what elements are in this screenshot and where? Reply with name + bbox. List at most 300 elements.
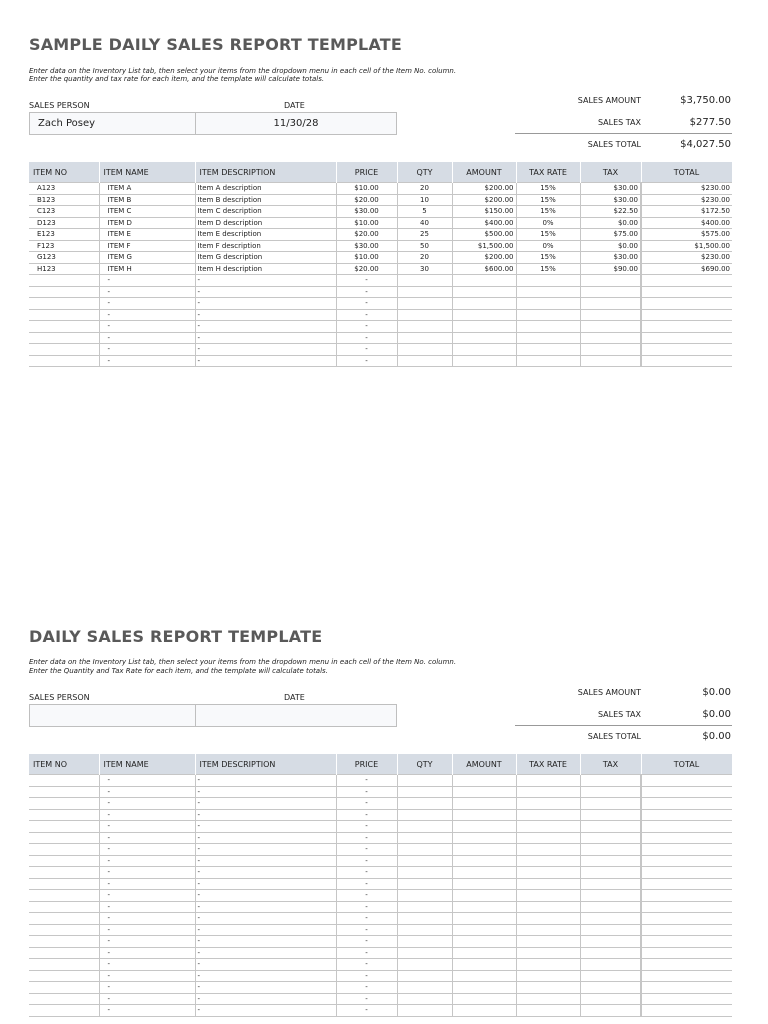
cell-total[interactable]	[641, 844, 732, 856]
cell-amount[interactable]: $400.00	[452, 217, 516, 229]
cell-tax-rate[interactable]: 15%	[516, 263, 580, 275]
cell-amount[interactable]	[452, 286, 516, 298]
cell-item-name[interactable]: -	[99, 867, 195, 879]
cell-item-description[interactable]: -	[195, 355, 336, 367]
cell-amount[interactable]	[452, 798, 516, 810]
cell-price[interactable]: -	[336, 321, 397, 333]
cell-tax[interactable]	[580, 947, 641, 959]
cell-qty[interactable]: 40	[397, 217, 452, 229]
cell-amount[interactable]	[452, 959, 516, 971]
cell-qty[interactable]	[397, 1005, 452, 1017]
cell-item-no[interactable]	[29, 878, 99, 890]
cell-qty[interactable]	[397, 878, 452, 890]
cell-amount[interactable]	[452, 321, 516, 333]
cell-amount[interactable]: $200.00	[452, 183, 516, 195]
cell-total[interactable]	[641, 901, 732, 913]
cell-item-no[interactable]	[29, 275, 99, 287]
cell-item-no[interactable]	[29, 344, 99, 356]
cell-tax[interactable]	[580, 913, 641, 925]
cell-item-name[interactable]: -	[99, 970, 195, 982]
cell-item-name[interactable]: -	[99, 286, 195, 298]
cell-tax[interactable]	[580, 890, 641, 902]
cell-amount[interactable]	[452, 878, 516, 890]
cell-qty[interactable]	[397, 982, 452, 994]
cell-tax[interactable]	[580, 355, 641, 367]
cell-price[interactable]: -	[336, 867, 397, 879]
cell-total[interactable]	[641, 275, 732, 287]
cell-qty[interactable]	[397, 786, 452, 798]
cell-amount[interactable]	[452, 821, 516, 833]
cell-amount[interactable]	[452, 936, 516, 948]
cell-qty[interactable]	[397, 775, 452, 787]
cell-item-name[interactable]: ITEM F	[99, 240, 195, 252]
cell-tax-rate[interactable]	[516, 309, 580, 321]
cell-amount[interactable]	[452, 275, 516, 287]
cell-qty[interactable]	[397, 298, 452, 310]
cell-amount[interactable]: $150.00	[452, 206, 516, 218]
cell-item-description[interactable]: -	[195, 890, 336, 902]
cell-item-name[interactable]: -	[99, 775, 195, 787]
cell-qty[interactable]	[397, 809, 452, 821]
cell-price[interactable]: -	[336, 924, 397, 936]
cell-item-description[interactable]: -	[195, 867, 336, 879]
cell-price[interactable]: -	[336, 775, 397, 787]
cell-item-name[interactable]: ITEM A	[99, 183, 195, 195]
cell-price[interactable]: $10.00	[336, 217, 397, 229]
cell-item-name[interactable]: ITEM E	[99, 229, 195, 241]
cell-item-name[interactable]: -	[99, 1005, 195, 1017]
cell-tax-rate[interactable]	[516, 901, 580, 913]
cell-tax[interactable]	[580, 936, 641, 948]
cell-qty[interactable]: 25	[397, 229, 452, 241]
cell-tax[interactable]	[580, 821, 641, 833]
cell-item-no[interactable]	[29, 970, 99, 982]
cell-amount[interactable]	[452, 832, 516, 844]
cell-item-description[interactable]: -	[195, 947, 336, 959]
cell-tax[interactable]	[580, 344, 641, 356]
cell-item-description[interactable]: -	[195, 332, 336, 344]
date-field[interactable]: 11/30/28	[273, 118, 319, 129]
cell-item-description[interactable]: -	[195, 936, 336, 948]
cell-qty[interactable]	[397, 867, 452, 879]
cell-item-name[interactable]: ITEM C	[99, 206, 195, 218]
cell-price[interactable]: -	[336, 913, 397, 925]
cell-item-name[interactable]: -	[99, 821, 195, 833]
cell-tax-rate[interactable]	[516, 832, 580, 844]
cell-tax[interactable]	[580, 901, 641, 913]
cell-tax-rate[interactable]: 15%	[516, 252, 580, 264]
cell-qty[interactable]: 30	[397, 263, 452, 275]
cell-tax[interactable]	[580, 832, 641, 844]
cell-qty[interactable]	[397, 959, 452, 971]
cell-total[interactable]	[641, 321, 732, 333]
cell-total[interactable]	[641, 936, 732, 948]
cell-item-no[interactable]	[29, 844, 99, 856]
cell-item-name[interactable]: -	[99, 786, 195, 798]
cell-item-no[interactable]	[29, 993, 99, 1005]
cell-qty[interactable]	[397, 309, 452, 321]
cell-total[interactable]	[641, 809, 732, 821]
cell-item-name[interactable]: -	[99, 913, 195, 925]
cell-total[interactable]: $1,500.00	[641, 240, 732, 252]
cell-amount[interactable]	[452, 890, 516, 902]
cell-price[interactable]: $30.00	[336, 206, 397, 218]
cell-price[interactable]: -	[336, 821, 397, 833]
cell-tax[interactable]	[580, 309, 641, 321]
cell-item-description[interactable]: -	[195, 924, 336, 936]
cell-total[interactable]	[641, 924, 732, 936]
cell-qty[interactable]: 20	[397, 183, 452, 195]
cell-item-description[interactable]: -	[195, 844, 336, 856]
cell-tax-rate[interactable]	[516, 275, 580, 287]
cell-total[interactable]	[641, 1005, 732, 1017]
cell-item-name[interactable]: -	[99, 844, 195, 856]
cell-tax[interactable]	[580, 298, 641, 310]
cell-amount[interactable]: $1,500.00	[452, 240, 516, 252]
cell-item-no[interactable]	[29, 309, 99, 321]
cell-item-description[interactable]: -	[195, 775, 336, 787]
cell-tax-rate[interactable]	[516, 355, 580, 367]
cell-total[interactable]: $230.00	[641, 252, 732, 264]
cell-item-description[interactable]: -	[195, 298, 336, 310]
cell-tax[interactable]	[580, 970, 641, 982]
cell-price[interactable]: -	[336, 970, 397, 982]
cell-tax-rate[interactable]	[516, 878, 580, 890]
cell-tax-rate[interactable]	[516, 344, 580, 356]
cell-item-name[interactable]: -	[99, 982, 195, 994]
cell-item-description[interactable]: -	[195, 970, 336, 982]
cell-tax-rate[interactable]	[516, 1005, 580, 1017]
cell-qty[interactable]: 50	[397, 240, 452, 252]
cell-item-name[interactable]: ITEM H	[99, 263, 195, 275]
cell-total[interactable]	[641, 970, 732, 982]
cell-amount[interactable]	[452, 993, 516, 1005]
cell-item-description[interactable]: -	[195, 982, 336, 994]
cell-item-description[interactable]: -	[195, 878, 336, 890]
cell-price[interactable]: -	[336, 786, 397, 798]
cell-tax-rate[interactable]: 15%	[516, 206, 580, 218]
cell-qty[interactable]	[397, 901, 452, 913]
cell-item-description[interactable]: -	[195, 275, 336, 287]
cell-qty[interactable]	[397, 355, 452, 367]
cell-qty[interactable]	[397, 821, 452, 833]
cell-tax-rate[interactable]	[516, 321, 580, 333]
cell-item-name[interactable]: -	[99, 936, 195, 948]
cell-item-no[interactable]: E123	[29, 229, 99, 241]
cell-item-name[interactable]: -	[99, 855, 195, 867]
date-field[interactable]	[196, 705, 396, 726]
cell-price[interactable]: $20.00	[336, 194, 397, 206]
cell-price[interactable]: -	[336, 993, 397, 1005]
cell-price[interactable]: -	[336, 286, 397, 298]
cell-amount[interactable]	[452, 901, 516, 913]
sales-person-field[interactable]: Zach Posey	[30, 113, 196, 134]
cell-qty[interactable]	[397, 924, 452, 936]
cell-tax[interactable]: $22.50	[580, 206, 641, 218]
cell-item-description[interactable]: Item G description	[195, 252, 336, 264]
cell-item-name[interactable]: ITEM D	[99, 217, 195, 229]
cell-amount[interactable]	[452, 1005, 516, 1017]
cell-amount[interactable]	[452, 855, 516, 867]
cell-item-name[interactable]: -	[99, 275, 195, 287]
cell-tax-rate[interactable]	[516, 786, 580, 798]
cell-item-no[interactable]: G123	[29, 252, 99, 264]
cell-item-description[interactable]: -	[195, 786, 336, 798]
cell-item-no[interactable]	[29, 890, 99, 902]
cell-tax-rate[interactable]	[516, 936, 580, 948]
cell-tax[interactable]: $90.00	[580, 263, 641, 275]
cell-tax[interactable]	[580, 924, 641, 936]
cell-tax[interactable]	[580, 878, 641, 890]
cell-total[interactable]: $690.00	[641, 263, 732, 275]
cell-item-name[interactable]: -	[99, 947, 195, 959]
cell-item-name[interactable]: -	[99, 993, 195, 1005]
cell-item-no[interactable]	[29, 821, 99, 833]
cell-item-no[interactable]	[29, 924, 99, 936]
cell-amount[interactable]	[452, 913, 516, 925]
cell-item-no[interactable]: C123	[29, 206, 99, 218]
cell-tax-rate[interactable]	[516, 982, 580, 994]
cell-item-description[interactable]: -	[195, 821, 336, 833]
cell-tax-rate[interactable]: 15%	[516, 183, 580, 195]
cell-item-no[interactable]	[29, 775, 99, 787]
cell-item-no[interactable]	[29, 936, 99, 948]
cell-item-no[interactable]	[29, 809, 99, 821]
cell-tax-rate[interactable]	[516, 993, 580, 1005]
cell-item-no[interactable]: D123	[29, 217, 99, 229]
cell-item-no[interactable]	[29, 1005, 99, 1017]
cell-qty[interactable]	[397, 936, 452, 948]
cell-tax[interactable]	[580, 321, 641, 333]
cell-total[interactable]	[641, 821, 732, 833]
cell-qty[interactable]	[397, 993, 452, 1005]
cell-price[interactable]: -	[336, 855, 397, 867]
cell-item-no[interactable]: H123	[29, 263, 99, 275]
cell-item-name[interactable]: -	[99, 890, 195, 902]
cell-price[interactable]: -	[336, 809, 397, 821]
cell-item-no[interactable]	[29, 913, 99, 925]
cell-item-description[interactable]: -	[195, 959, 336, 971]
cell-amount[interactable]	[452, 982, 516, 994]
cell-price[interactable]: -	[336, 298, 397, 310]
cell-total[interactable]	[641, 878, 732, 890]
cell-price[interactable]: -	[336, 355, 397, 367]
cell-item-description[interactable]: -	[195, 321, 336, 333]
cell-price[interactable]: -	[336, 947, 397, 959]
cell-qty[interactable]	[397, 947, 452, 959]
cell-tax-rate[interactable]	[516, 924, 580, 936]
cell-qty[interactable]	[397, 798, 452, 810]
cell-tax[interactable]	[580, 286, 641, 298]
cell-amount[interactable]	[452, 970, 516, 982]
cell-tax-rate[interactable]	[516, 286, 580, 298]
cell-amount[interactable]	[452, 355, 516, 367]
cell-total[interactable]	[641, 344, 732, 356]
cell-price[interactable]: -	[336, 332, 397, 344]
cell-qty[interactable]	[397, 970, 452, 982]
cell-qty[interactable]	[397, 855, 452, 867]
cell-item-name[interactable]: -	[99, 832, 195, 844]
cell-item-name[interactable]: -	[99, 959, 195, 971]
cell-item-no[interactable]	[29, 298, 99, 310]
cell-item-name[interactable]: -	[99, 924, 195, 936]
cell-amount[interactable]: $200.00	[452, 252, 516, 264]
cell-tax-rate[interactable]: 0%	[516, 240, 580, 252]
cell-tax[interactable]: $30.00	[580, 252, 641, 264]
cell-price[interactable]: -	[336, 309, 397, 321]
cell-total[interactable]: $230.00	[641, 194, 732, 206]
cell-item-no[interactable]	[29, 982, 99, 994]
cell-item-no[interactable]	[29, 901, 99, 913]
cell-total[interactable]: $230.00	[641, 183, 732, 195]
cell-qty[interactable]	[397, 844, 452, 856]
cell-item-description[interactable]: Item C description	[195, 206, 336, 218]
cell-tax[interactable]: $30.00	[580, 194, 641, 206]
cell-qty[interactable]	[397, 890, 452, 902]
cell-item-description[interactable]: -	[195, 993, 336, 1005]
cell-tax-rate[interactable]	[516, 947, 580, 959]
cell-total[interactable]	[641, 993, 732, 1005]
cell-tax-rate[interactable]	[516, 298, 580, 310]
cell-total[interactable]	[641, 798, 732, 810]
cell-tax-rate[interactable]: 15%	[516, 229, 580, 241]
cell-total[interactable]	[641, 959, 732, 971]
cell-tax[interactable]	[580, 993, 641, 1005]
cell-total[interactable]: $575.00	[641, 229, 732, 241]
cell-total[interactable]	[641, 982, 732, 994]
cell-amount[interactable]	[452, 309, 516, 321]
cell-qty[interactable]: 10	[397, 194, 452, 206]
cell-item-no[interactable]	[29, 332, 99, 344]
cell-item-description[interactable]: -	[195, 798, 336, 810]
cell-tax-rate[interactable]: 0%	[516, 217, 580, 229]
cell-tax-rate[interactable]	[516, 809, 580, 821]
cell-price[interactable]: -	[336, 344, 397, 356]
cell-qty[interactable]	[397, 344, 452, 356]
cell-price[interactable]: $30.00	[336, 240, 397, 252]
cell-item-no[interactable]	[29, 286, 99, 298]
cell-qty[interactable]: 5	[397, 206, 452, 218]
cell-item-no[interactable]	[29, 798, 99, 810]
cell-tax[interactable]	[580, 798, 641, 810]
cell-item-description[interactable]: -	[195, 855, 336, 867]
cell-qty[interactable]	[397, 913, 452, 925]
cell-tax-rate[interactable]	[516, 855, 580, 867]
cell-tax-rate[interactable]	[516, 890, 580, 902]
cell-item-no[interactable]	[29, 321, 99, 333]
cell-price[interactable]: $20.00	[336, 229, 397, 241]
cell-tax[interactable]	[580, 867, 641, 879]
cell-item-description[interactable]: -	[195, 344, 336, 356]
cell-item-name[interactable]: -	[99, 901, 195, 913]
cell-tax-rate[interactable]: 15%	[516, 194, 580, 206]
cell-item-description[interactable]: Item H description	[195, 263, 336, 275]
cell-qty[interactable]	[397, 832, 452, 844]
cell-tax[interactable]	[580, 959, 641, 971]
cell-item-description[interactable]: Item F description	[195, 240, 336, 252]
cell-total[interactable]: $172.50	[641, 206, 732, 218]
cell-item-description[interactable]: -	[195, 913, 336, 925]
cell-item-description[interactable]: -	[195, 901, 336, 913]
cell-item-description[interactable]: -	[195, 1005, 336, 1017]
cell-total[interactable]	[641, 786, 732, 798]
cell-tax[interactable]	[580, 809, 641, 821]
cell-tax[interactable]	[580, 786, 641, 798]
sales-person-field[interactable]	[30, 705, 196, 726]
cell-tax-rate[interactable]	[516, 959, 580, 971]
cell-price[interactable]: -	[336, 844, 397, 856]
cell-item-no[interactable]	[29, 786, 99, 798]
cell-amount[interactable]	[452, 786, 516, 798]
cell-item-description[interactable]: Item E description	[195, 229, 336, 241]
cell-tax-rate[interactable]	[516, 821, 580, 833]
cell-price[interactable]: $20.00	[336, 263, 397, 275]
cell-qty[interactable]: 20	[397, 252, 452, 264]
cell-total[interactable]	[641, 309, 732, 321]
cell-total[interactable]	[641, 775, 732, 787]
cell-item-no[interactable]: F123	[29, 240, 99, 252]
cell-item-no[interactable]	[29, 832, 99, 844]
cell-tax[interactable]: $30.00	[580, 183, 641, 195]
cell-qty[interactable]	[397, 321, 452, 333]
cell-tax[interactable]	[580, 844, 641, 856]
cell-item-no[interactable]	[29, 855, 99, 867]
cell-item-name[interactable]: -	[99, 355, 195, 367]
cell-price[interactable]: -	[336, 832, 397, 844]
cell-qty[interactable]	[397, 275, 452, 287]
cell-item-name[interactable]: -	[99, 298, 195, 310]
cell-item-description[interactable]: Item B description	[195, 194, 336, 206]
cell-tax-rate[interactable]	[516, 913, 580, 925]
cell-item-name[interactable]: ITEM B	[99, 194, 195, 206]
cell-item-name[interactable]: -	[99, 344, 195, 356]
cell-item-name[interactable]: -	[99, 309, 195, 321]
cell-item-description[interactable]: Item D description	[195, 217, 336, 229]
cell-tax[interactable]: $0.00	[580, 240, 641, 252]
cell-tax[interactable]	[580, 275, 641, 287]
cell-total[interactable]	[641, 332, 732, 344]
cell-item-description[interactable]: -	[195, 809, 336, 821]
cell-amount[interactable]	[452, 775, 516, 787]
cell-tax[interactable]	[580, 1005, 641, 1017]
cell-total[interactable]	[641, 855, 732, 867]
cell-total[interactable]	[641, 286, 732, 298]
cell-amount[interactable]	[452, 298, 516, 310]
cell-price[interactable]: -	[336, 878, 397, 890]
cell-tax-rate[interactable]	[516, 844, 580, 856]
cell-item-name[interactable]: -	[99, 809, 195, 821]
cell-qty[interactable]	[397, 286, 452, 298]
cell-total[interactable]: $400.00	[641, 217, 732, 229]
cell-price[interactable]: $10.00	[336, 183, 397, 195]
cell-price[interactable]: -	[336, 890, 397, 902]
cell-price[interactable]: -	[336, 275, 397, 287]
cell-amount[interactable]	[452, 344, 516, 356]
cell-item-name[interactable]: -	[99, 878, 195, 890]
cell-amount[interactable]	[452, 332, 516, 344]
cell-amount[interactable]	[452, 844, 516, 856]
cell-total[interactable]	[641, 913, 732, 925]
cell-tax[interactable]: $75.00	[580, 229, 641, 241]
cell-tax[interactable]	[580, 982, 641, 994]
cell-amount[interactable]	[452, 924, 516, 936]
cell-item-description[interactable]: -	[195, 309, 336, 321]
cell-item-name[interactable]: ITEM G	[99, 252, 195, 264]
cell-tax[interactable]: $0.00	[580, 217, 641, 229]
cell-item-no[interactable]	[29, 867, 99, 879]
cell-tax[interactable]	[580, 775, 641, 787]
cell-total[interactable]	[641, 832, 732, 844]
